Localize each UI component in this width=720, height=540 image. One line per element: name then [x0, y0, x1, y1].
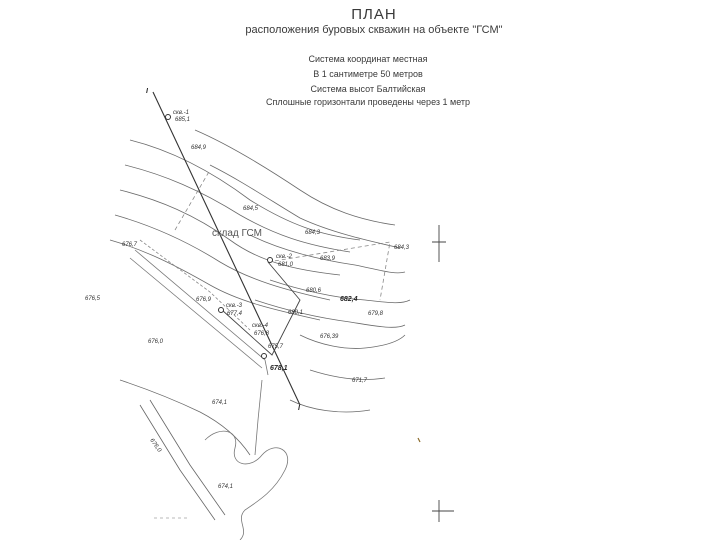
grid-crosses: [432, 225, 454, 522]
note-height-system: Система высот Балтийская: [310, 84, 426, 94]
spot-height: 679,8: [368, 311, 384, 317]
note-scale: В 1 сантиметре 50 метров: [313, 69, 423, 79]
contour-line: [120, 380, 250, 455]
contour-line: [130, 140, 360, 240]
spot-height: 676,39: [320, 334, 339, 340]
spot-height: 684,3: [305, 230, 321, 236]
section-end-label: I: [298, 405, 300, 412]
grid-cross-icon: [432, 500, 454, 522]
map-title: ПЛАН: [351, 6, 397, 23]
road-line: [140, 405, 215, 520]
boundary-line: [175, 170, 210, 230]
spot-height: 683,9: [320, 256, 336, 262]
road-line: [130, 258, 262, 368]
note-coordinate-system: Система координат местная: [308, 54, 428, 64]
borehole-marker-icon: [166, 115, 171, 120]
borehole-elevation: 685,1: [175, 117, 191, 123]
spot-height: 680,1: [288, 310, 304, 316]
spot-height: 684,9: [191, 145, 207, 151]
borehole-id: скв.-3: [226, 303, 242, 309]
borehole-id: скв.-1: [173, 110, 189, 116]
borehole-1: [166, 110, 191, 123]
borehole-marker-icon: [219, 308, 224, 313]
borehole-marker-icon: [262, 354, 267, 359]
spot-height: 675,7: [268, 344, 284, 350]
spot-height: 676,9: [196, 297, 212, 303]
contour-line: [290, 400, 370, 412]
borehole-elevation: 676,8: [254, 331, 270, 337]
contour-line: [250, 235, 405, 273]
borehole-marker-icon: [268, 258, 273, 263]
stream: [255, 380, 262, 455]
spot-height: 682,4: [340, 296, 358, 303]
borehole-id: скв.-4: [252, 323, 268, 329]
section-start-label: I: [146, 88, 148, 95]
spot-heights: [85, 145, 410, 490]
spot-height: 674,1: [212, 400, 228, 406]
contour-line: [195, 130, 395, 225]
contour-line: [310, 370, 385, 380]
spot-height: 676,0: [148, 339, 164, 345]
spot-height: 674,1: [218, 484, 234, 490]
spot-height: 684,3: [394, 245, 410, 251]
map-mark: [418, 438, 420, 442]
site-label: склад ГСМ: [212, 228, 262, 239]
spot-height: 676,5: [85, 296, 101, 302]
spot-height: 680,6: [306, 288, 322, 294]
spot-height: 678,1: [270, 365, 288, 372]
borehole-elevation: 681,0: [278, 262, 294, 268]
contour-line: [300, 335, 405, 348]
borehole-elevation: 677,4: [227, 311, 243, 317]
borehole-3: [219, 303, 243, 317]
map-subtitle: расположения буровых скважин на объекте "ГСМ": [245, 24, 503, 36]
note-contour-interval: Сплошные горизонтали проведены через 1 метр: [265, 97, 471, 107]
spot-height: 671,7: [352, 378, 368, 384]
borehole-id: скв.-2: [276, 254, 292, 260]
section-line: [153, 92, 300, 405]
spot-height: 684,5: [243, 206, 259, 212]
spot-height: 676,7: [122, 242, 138, 248]
contour-line: [110, 240, 320, 320]
boundary-line: [268, 242, 390, 300]
borehole-4: [252, 323, 270, 359]
spot-height: 676,0: [148, 437, 162, 454]
grid-cross-icon: [432, 225, 446, 262]
